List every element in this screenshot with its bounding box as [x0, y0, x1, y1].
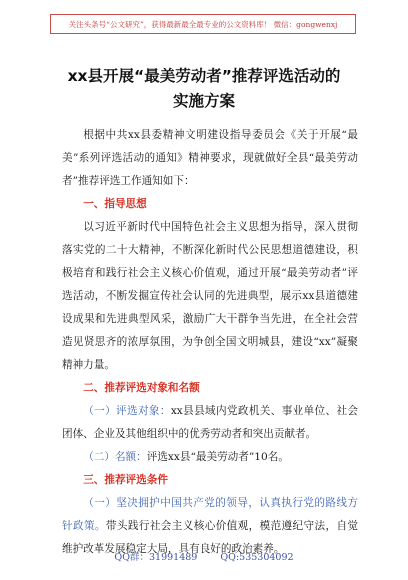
section3-item1-text: 带头践行社会主义核心价值观，模范遵纪守法，自觉维护改革发展稳定大局，具有良好的政治素养。 — [62, 520, 359, 555]
footer-qq: QQ:535304092 — [220, 552, 294, 563]
document-title-line1: xx县开展“最美劳动者”推荐评选活动的 — [67, 67, 341, 85]
intro-paragraph: 根据中共xx县委精神文明建设指导委员会《关于开展“最美”系列评选活动的通知》精神要求，现就做好全县“最美劳动者”推荐评选工作通知如下： — [62, 129, 358, 187]
promo-banner — [50, 14, 356, 34]
section2-item2-label: （二）名额： — [83, 451, 147, 463]
section2-item2-text: 评选xx县“最美劳动者”10名。 — [146, 451, 289, 463]
document-title-line2: 实施方案 — [172, 92, 235, 110]
document-body — [62, 124, 358, 561]
section2-item2 — [62, 446, 358, 469]
section2-item1-text: xx县县域内党政机关、事业单位、社会团体、企业及其他组织中的优秀劳动者和突出贡献者。 — [62, 405, 358, 440]
section1-paragraph: 以习近平新时代中国特色社会主义思想为指导，深入贯彻落实党的二十大精神，不断深化新时代公民思想道德建设，积极培育和践行社会主义核心价值观，通过开展“最美劳动者”评选活动，不断发掘宣传社会认同的先进典型，展示xx县道德建设成果和先进典型风采，激励广大干群争当先进，在全社会营造见贤思齐的浓厚氛围，为争创全国文明城县，建设“xx”凝聚精神力量。 — [62, 221, 358, 371]
section2-item1 — [62, 400, 358, 446]
section2-heading: 二、推荐评选对象和名额 — [83, 382, 200, 394]
section3-heading: 三、推荐评选条件 — [83, 474, 168, 486]
footer-qq-group: QQ群：31991489 — [114, 552, 198, 563]
section1-heading: 一、指导思想 — [83, 198, 147, 210]
footer-contact — [0, 549, 408, 563]
section2-item1-label: （一）评选对象： — [83, 405, 171, 417]
section3-item1-label: （一）坚决拥护中国共产党的领导，认真执行党的路线方针政策。 — [62, 497, 358, 532]
promo-banner-text: 关注头条号“公文研究”，获得最新最全最专业的公文资料库！ 微信：gongwenxj — [68, 19, 338, 29]
